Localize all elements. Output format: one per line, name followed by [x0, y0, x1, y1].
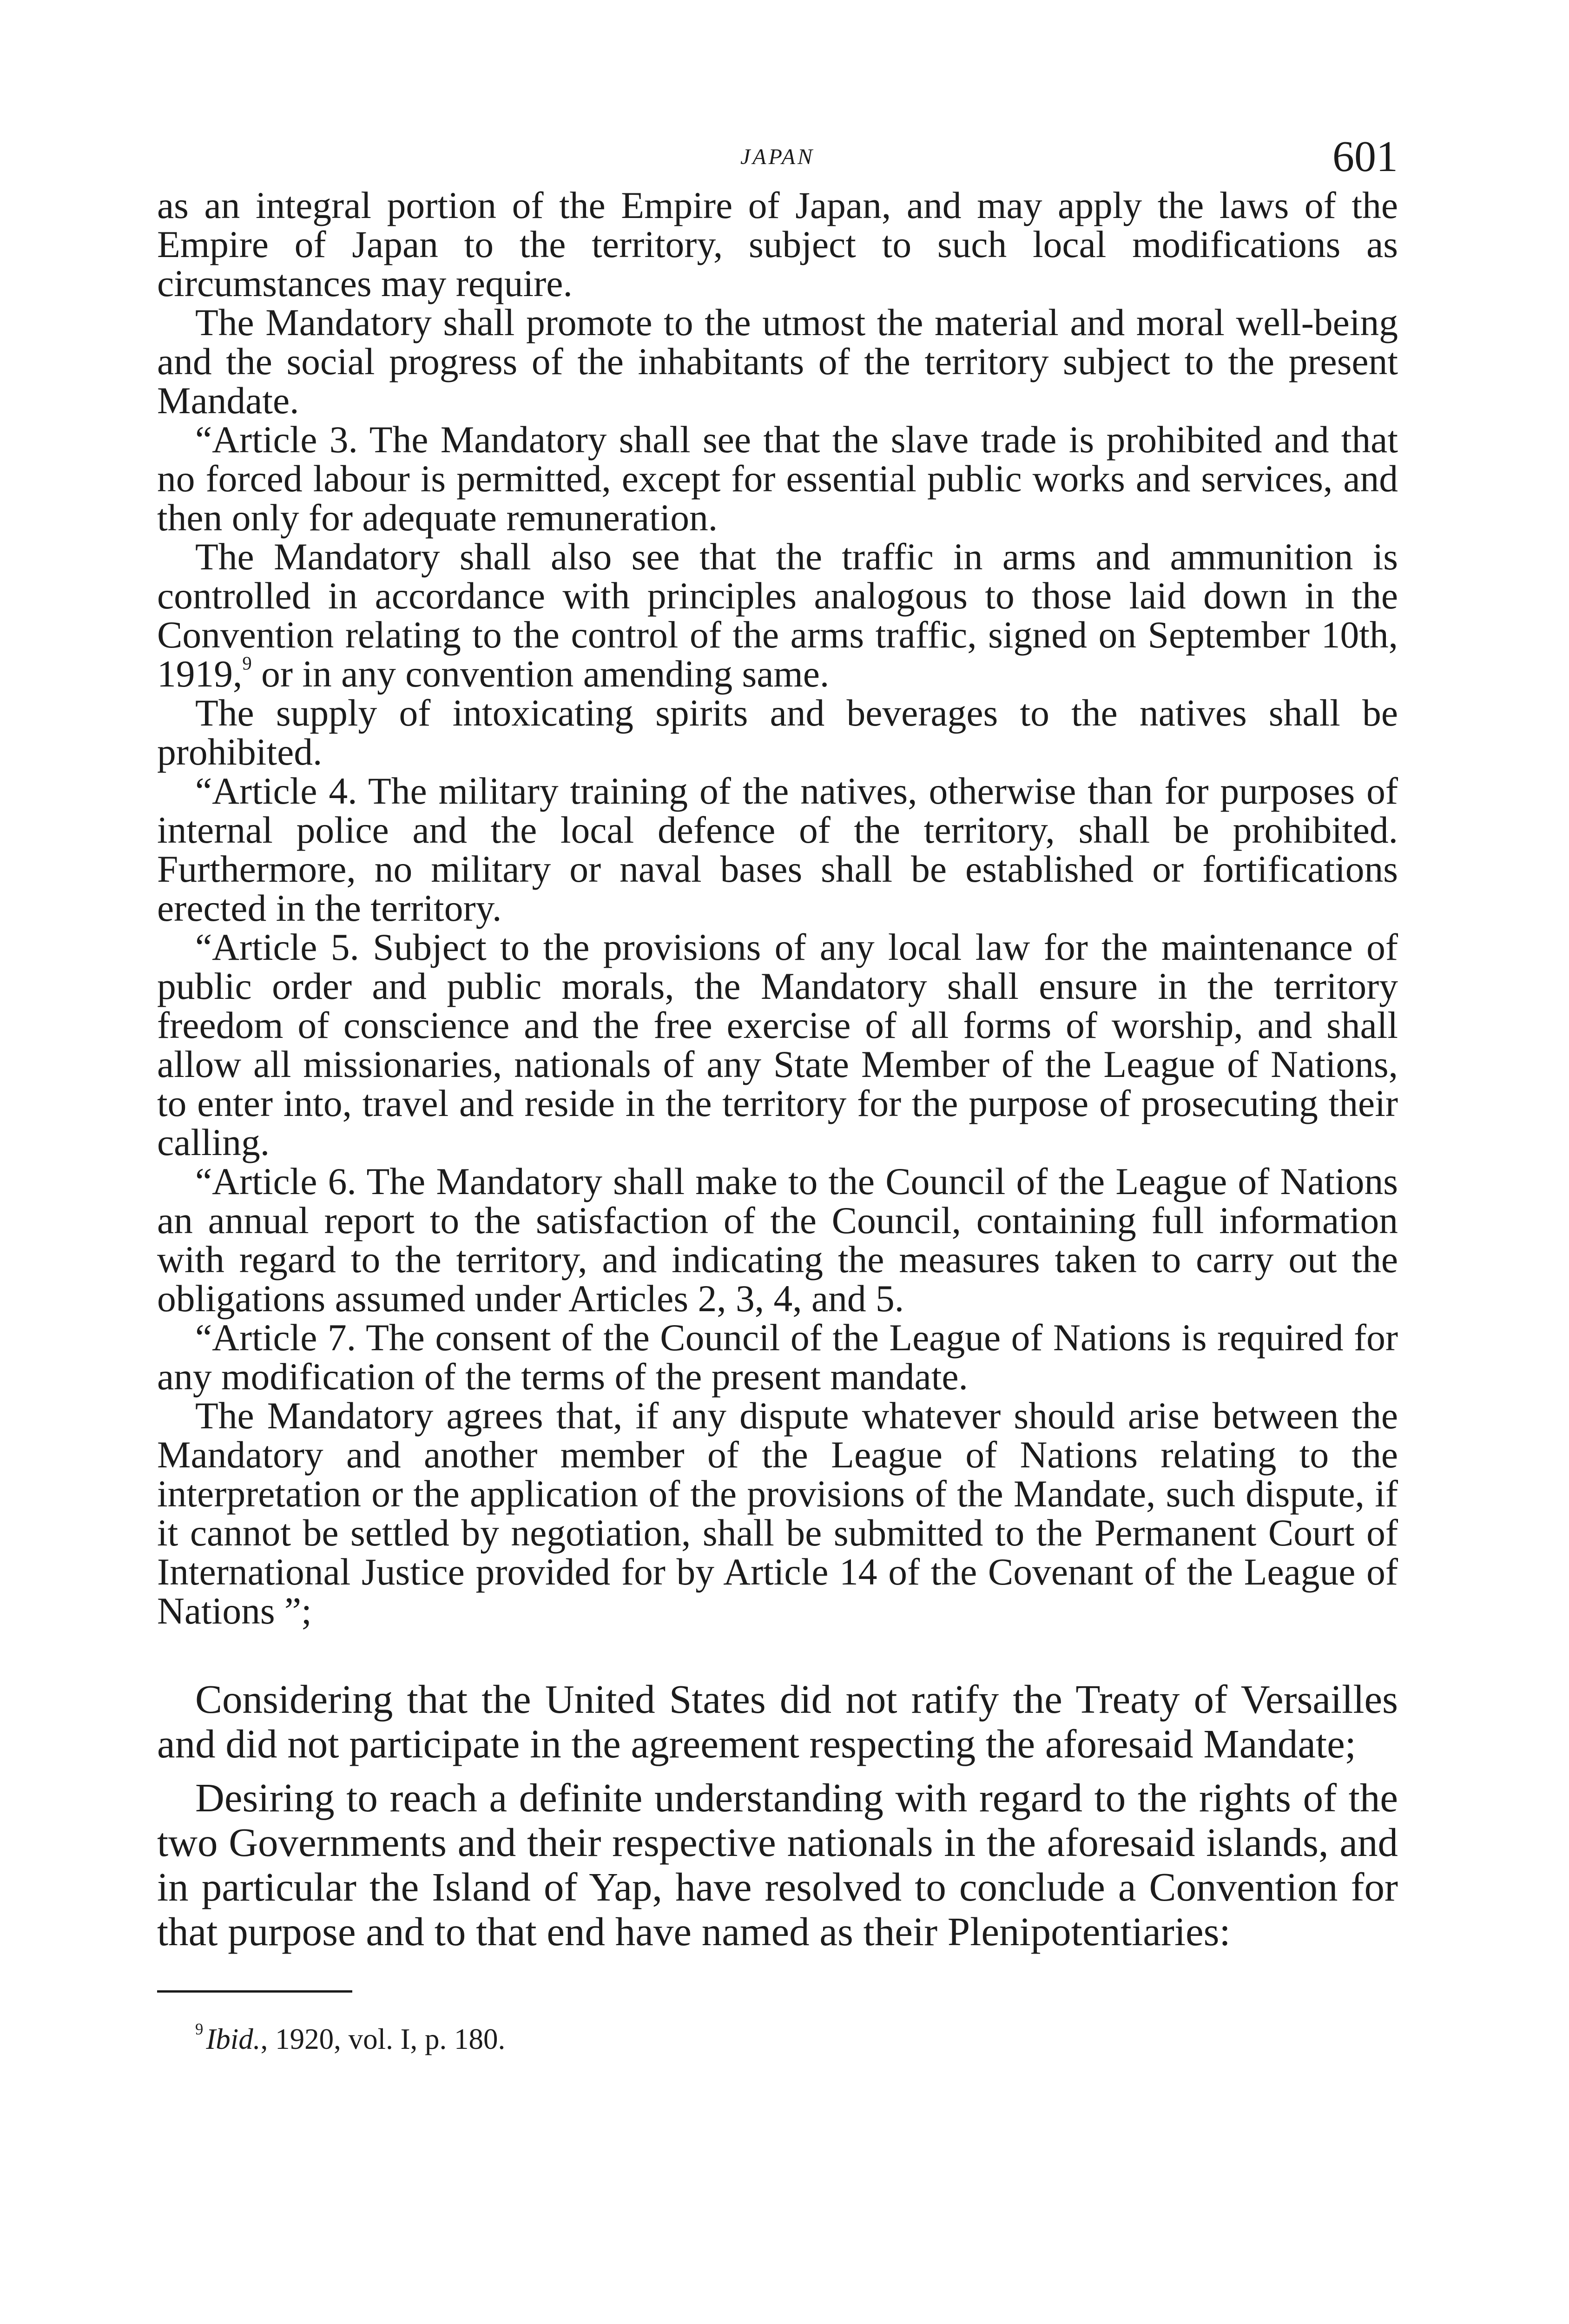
mandate-text: [157, 186, 1398, 1631]
paragraph: as an integral portion of the Empire of Japan, and may apply the laws of the Empire of Japan to the territory, subject to such local modifications as circumstances may require.: [157, 184, 1398, 304]
page-number: 601: [1332, 132, 1398, 181]
footnote-marker: 9: [195, 2020, 204, 2038]
paragraph-article-7: “Article 7. The consent of the Council of the League of Nations is required for any modification of the terms of the present mandate.: [157, 1316, 1398, 1398]
paragraph: Desiring to reach a definite understanding with regard to the rights of the two Governments and their respective nationals in the aforesaid islands, and in particular the Island of Yap, have resolved to conclude a Convention for that purpose and to that end have named as their Plenipotentiaries:: [157, 1775, 1398, 1954]
paragraph-text: or in any convention amending same.: [251, 653, 830, 695]
paragraph-arms-traffic: [157, 537, 1398, 693]
paragraph-article-4: “Article 4. The military training of the natives, otherwise than for purposes of internal police and the local defence of the territory, shall be prohibited. Furthermore, no military or naval bases shall be established or fortifications erected in the territory.: [157, 770, 1398, 929]
convention-preamble: [157, 1677, 1398, 1954]
paragraph: The Mandatory shall promote to the utmost the material and moral well-being and the social progress of the inhabitants of the territory subject to the present Mandate.: [157, 301, 1398, 422]
paragraph: The supply of intoxicating spirits and beverages to the natives shall be prohibited.: [157, 692, 1398, 773]
paragraph-article-5: “Article 5. Subject to the provisions of any local law for the maintenance of public order and public morals, the Mandatory shall ensure in the territory freedom of conscience and the free exercise of all forms of worship, and shall allow all missionaries, nationals of any State Member of the League of Nations, to enter into, travel and reside in the territory for the purpose of prosecuting their calling.: [157, 926, 1398, 1163]
document-page: [157, 132, 1398, 2055]
paragraph: Considering that the United States did not ratify the Treaty of Versailles and did not participate in the agreement respecting the aforesaid Mandate;: [157, 1677, 1398, 1766]
footnote-divider: [157, 1990, 352, 1993]
paragraph-text: The Mandatory shall also see that the traffic in arms and ammunition is controlled in accordance with principles analogous to those laid down in the Convention relating to the control of the arms traffic, signed on September 10th, 1919,: [157, 535, 1398, 695]
footnote-text: , 1920, vol. I, p. 180.: [260, 2023, 506, 2055]
page-header: [157, 132, 1398, 186]
footnote: [157, 2020, 1398, 2055]
paragraph: The Mandatory agrees that, if any dispute whatever should arise between the Mandatory and another member of the League of Nations relating to the interpretation or the application of the provisions of the Mandate, such dispute, if it cannot be settled by negotiation, shall be submitted to the Permanent Court of International Justice provided for by Article 14 of the Covenant of the League of Nations ”;: [157, 1394, 1398, 1632]
running-head: JAPAN: [740, 145, 815, 169]
paragraph-article-3: “Article 3. The Mandatory shall see that the slave trade is prohibited and that no forced labour is permitted, except for essential public works and services, and then only for adequate remuneration.: [157, 418, 1398, 539]
footnote-reference: 9: [242, 653, 252, 674]
paragraph-article-6: “Article 6. The Mandatory shall make to the Council of the League of Nations an annual report to the satisfaction of the Council, containing full information with regard to the territory, and indicating the measures taken to carry out the obligations assumed under Articles 2, 3, 4, and 5.: [157, 1160, 1398, 1320]
footnote-ibid: Ibid.: [206, 2023, 261, 2055]
